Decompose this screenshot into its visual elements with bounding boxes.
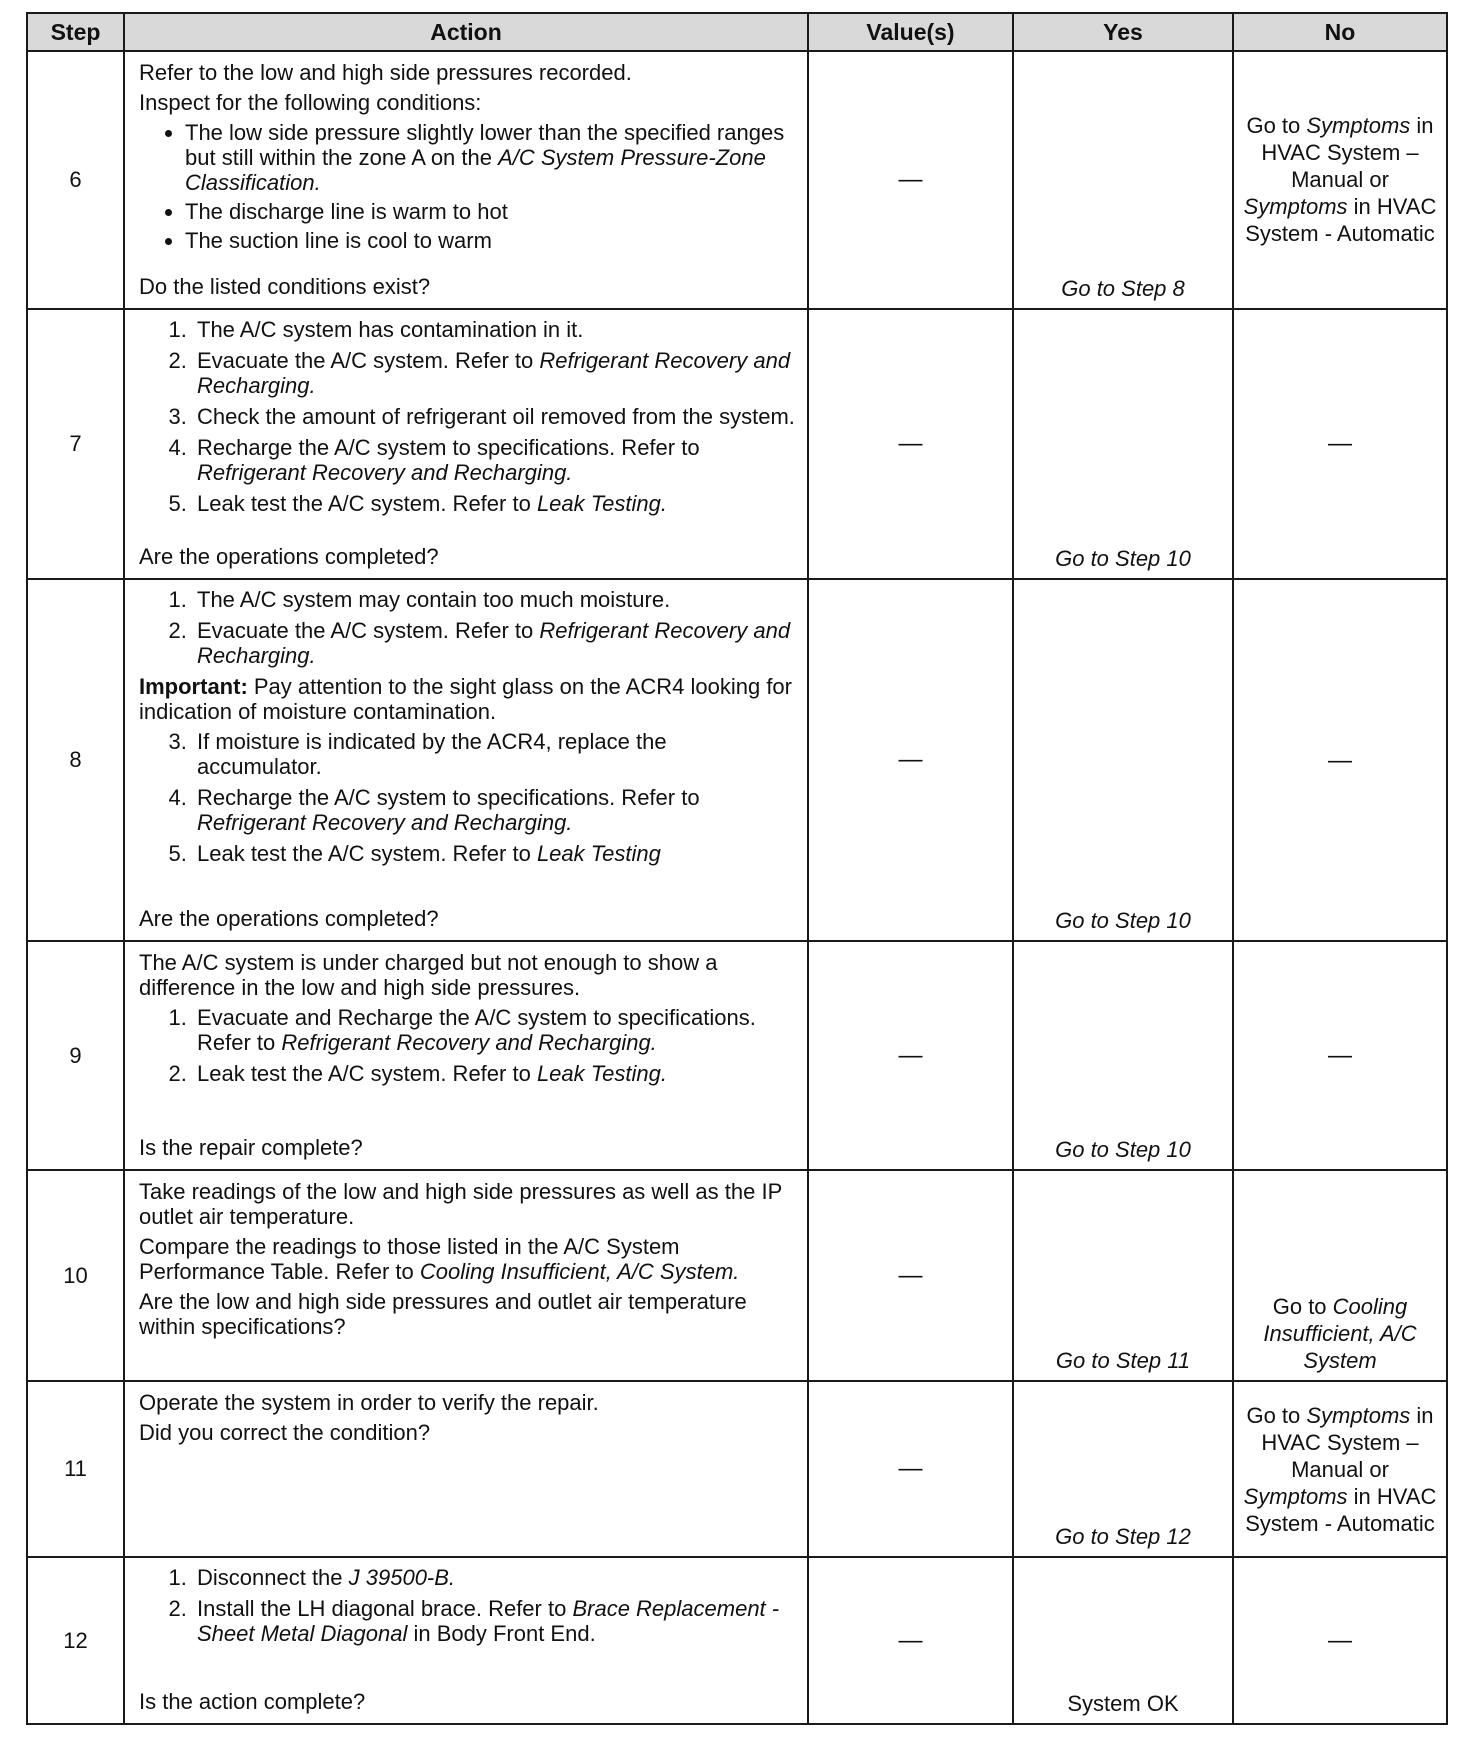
step-number: 11 (27, 1381, 124, 1557)
action-question: Is the action complete? (139, 1689, 366, 1714)
list-item: 2. Evacuate the A/C system. Refer to Refrigerant Recovery and Recharging. (193, 618, 797, 668)
list-item: • The suction line is cool to warm (185, 228, 797, 253)
list-item: 2. Install the LH diagonal brace. Refer to Brace Replacement - Sheet Metal Diagonal in Body Front End. (193, 1596, 797, 1646)
action-cell (124, 1557, 808, 1724)
action-question: Are the operations completed? (139, 543, 439, 569)
table-row (27, 51, 1447, 309)
action-cell (124, 1170, 808, 1381)
list-item: 1. The A/C system has contamination in it. (193, 317, 797, 342)
list-item: 2. Leak test the A/C system. Refer to Leak Testing. (193, 1061, 797, 1086)
step-number: 12 (27, 1557, 124, 1724)
value-cell: — (808, 1557, 1013, 1724)
list-item: 3. Check the amount of refrigerant oil removed from the system. (193, 404, 797, 429)
action-text: Refer to the low and high side pressures recorded. (139, 60, 632, 85)
list-item: 5. Leak test the A/C system. Refer to Leak Testing (193, 841, 797, 866)
table-row (27, 941, 1447, 1170)
step-number: 10 (27, 1170, 124, 1381)
table-row (27, 1170, 1447, 1381)
action-question: Did you correct the condition? (139, 1420, 431, 1446)
value-cell: — (808, 1170, 1013, 1381)
value-cell: — (808, 1381, 1013, 1557)
yes-cell: System OK (1013, 1557, 1233, 1724)
value-cell: — (808, 51, 1013, 309)
header-yes: Yes (1013, 13, 1233, 51)
action-text: Compare the readings to those listed in the A/C System Performance Table. Refer to Cooling Insufficient, A/C System. (139, 1234, 740, 1285)
yes-cell: Go to Step 12 (1013, 1381, 1233, 1557)
value-cell: — (808, 309, 1013, 579)
action-text: Operate the system in order to verify the repair. (139, 1390, 599, 1416)
list-item: 4. Recharge the A/C system to specifications. Refer to Refrigerant Recovery and Recharging. (193, 785, 797, 835)
procedure-list (139, 587, 797, 668)
action-cell (124, 51, 808, 309)
procedure-list (139, 317, 797, 522)
yes-cell: Go to Step 10 (1013, 941, 1233, 1170)
list-item: 1. The A/C system may contain too much moisture. (193, 587, 797, 612)
no-cell: Go to Symptoms in HVAC System – Manual or Symptoms in HVAC System - Automatic (1233, 51, 1447, 309)
step-number: 8 (27, 579, 124, 941)
important-note: Important: Pay attention to the sight glass on the ACR4 looking for indication of moisture contamination. (139, 673, 792, 724)
list-item: • The discharge line is warm to hot (185, 199, 797, 224)
action-text: The A/C system is under charged but not enough to show a difference in the low and high side pressures. (139, 950, 718, 1001)
diagnostic-table (26, 12, 1448, 1725)
action-question: Do the listed conditions exist? (139, 273, 431, 299)
step-number: 7 (27, 309, 124, 579)
header-values: Value(s) (808, 13, 1013, 51)
action-cell (124, 941, 808, 1170)
condition-list (139, 120, 797, 253)
header-no: No (1233, 13, 1447, 51)
procedure-list (139, 1565, 797, 1652)
action-cell (124, 1381, 808, 1557)
no-cell: — (1233, 579, 1447, 941)
list-item: 5. Leak test the A/C system. Refer to Leak Testing. (193, 491, 797, 516)
table-row (27, 1381, 1447, 1557)
table-row (27, 1557, 1447, 1724)
procedure-list (139, 729, 797, 866)
no-cell: — (1233, 941, 1447, 1170)
action-question: Are the operations completed? (139, 906, 439, 932)
no-cell: — (1233, 1557, 1447, 1724)
header-step: Step (27, 13, 124, 51)
no-cell: Go to Symptoms in HVAC System – Manual or Symptoms in HVAC System - Automatic (1233, 1381, 1447, 1557)
value-cell: — (808, 941, 1013, 1170)
yes-cell: Go to Step 8 (1013, 51, 1233, 309)
table-row (27, 309, 1447, 579)
action-text: Inspect for the following conditions: (139, 90, 482, 115)
list-item: 2. Evacuate the A/C system. Refer to Refrigerant Recovery and Recharging. (193, 348, 797, 398)
no-cell: — (1233, 309, 1447, 579)
list-item: • The low side pressure slightly lower than the specified ranges but still within the zone A on the A/C System Pressure-Zone Classification. (185, 120, 797, 195)
list-item: 1. Disconnect the J 39500-B. (193, 1565, 797, 1590)
yes-cell: Go to Step 11 (1013, 1170, 1233, 1381)
yes-cell: Go to Step 10 (1013, 579, 1233, 941)
action-text: Take readings of the low and high side pressures as well as the IP outlet air temperature. (139, 1179, 782, 1230)
yes-cell: Go to Step 10 (1013, 309, 1233, 579)
action-question: Are the low and high side pressures and outlet air temperature within specifications? (139, 1289, 747, 1340)
step-number: 6 (27, 51, 124, 309)
procedure-list (139, 1005, 797, 1086)
action-cell (124, 579, 808, 941)
header-row (27, 13, 1447, 51)
no-cell: Go to Cooling Insufficient, A/C System (1233, 1170, 1447, 1381)
step-number: 9 (27, 941, 124, 1170)
list-item: 3. If moisture is indicated by the ACR4, replace the accumulator. (193, 729, 797, 779)
header-action: Action (124, 13, 808, 51)
list-item: 1. Evacuate and Recharge the A/C system to specifications. Refer to Refrigerant Recovery and Recharging. (193, 1005, 797, 1055)
action-question: Is the repair complete? (139, 1135, 363, 1161)
action-cell (124, 309, 808, 579)
list-item: 4. Recharge the A/C system to specifications. Refer to Refrigerant Recovery and Recharging. (193, 435, 797, 485)
value-cell: — (808, 579, 1013, 941)
table-row (27, 579, 1447, 941)
